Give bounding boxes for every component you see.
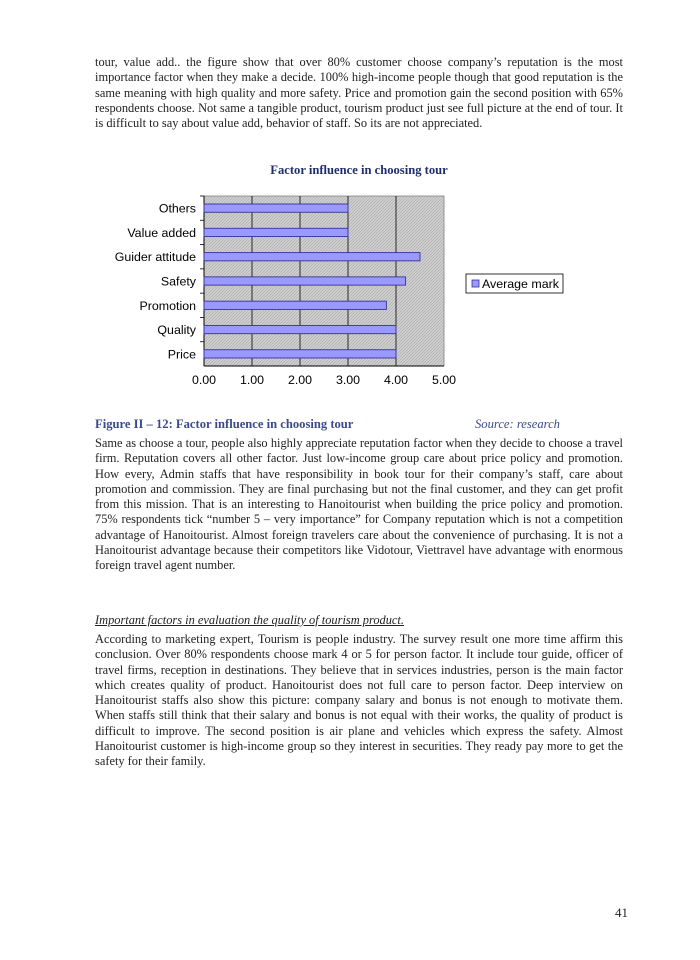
chart-title: Factor influence in choosing tour xyxy=(270,163,448,177)
category-label: Promotion xyxy=(139,298,196,313)
category-labels xyxy=(115,202,197,362)
travel-firm-paragraph: Same as choose a tour, people also highly appreciate reputation factor when they decide to choose a travel firm. Reputation covers all other factor. Just low-income group care about price policy and promotion. How every, Admin staffs that have responsibility in book tour for their company’s staff, care about promotion and commission. They are final purchasing but not the final customer, and they can get profit from this mission. That is an interesting to Hanoitourist when building the price policy and promotion. 75% respondents tick “number 5 – very importance” for Company reputation which is not a competition advantage of Hanoitourist. Almost foreign travelers care about the convenience of purchasing. It is not a Hanoitourist advantage because their competitors like Vidotour, Viettravel have advantage with enormous foreign travel agent number. xyxy=(95,436,623,573)
category-label: Value added xyxy=(127,225,196,240)
chart-legend xyxy=(466,274,563,293)
category-label: Others xyxy=(158,201,196,216)
x-tick-label: 0.00 xyxy=(191,373,217,387)
x-tick-label: 3.00 xyxy=(335,373,361,387)
bar-safety xyxy=(204,277,406,285)
category-label: Quality xyxy=(157,323,196,338)
bar-guider-attitude xyxy=(204,253,420,261)
bar-price xyxy=(204,350,396,358)
legend-label: Average mark xyxy=(482,277,559,291)
x-tick-label: 5.00 xyxy=(431,373,457,387)
x-tick-labels xyxy=(192,373,456,387)
category-label: Price xyxy=(167,347,196,362)
figure-source: Source: research xyxy=(475,417,560,431)
legend-swatch xyxy=(472,280,479,287)
page-number: 41 xyxy=(615,905,628,920)
bar-value-added xyxy=(204,228,348,236)
category-label: Guider attitude xyxy=(114,250,196,265)
section-heading: Important factors in evaluation the quality of tourism product. xyxy=(95,613,404,627)
intro-paragraph: tour, value add.. the figure show that over 80% customer choose company’s reputation is the most importance factor when they make a decide. 100% high-income people though that good reputation is the same meaning with high quality and more safety. Price and promotion gain the second position with 65% respondents choose. Not same a tangible product, tourism product just see full picture at the end of tour. It is difficult to say about value add, behavior of staff. So its are not appreciated. xyxy=(95,55,623,131)
category-label: Safety xyxy=(160,274,196,289)
x-tick-label: 2.00 xyxy=(287,373,313,387)
bar-others xyxy=(204,204,348,212)
x-tick-label: 1.00 xyxy=(239,373,265,387)
figure-caption: Figure II – 12: Factor influence in choosing tour xyxy=(95,417,354,431)
factor-bar-chart xyxy=(100,186,580,398)
bar-promotion xyxy=(204,301,386,309)
bar-quality xyxy=(204,325,396,333)
x-tick-label: 4.00 xyxy=(383,373,409,387)
quality-paragraph: According to marketing expert, Tourism is people industry. The survey result one more time affirm this conclusion. Over 80% respondents choose mark 4 or 5 for person factor. It include tour guide, officer of travel firms, reception in destinations. They believe that in services industries, person is the main factor which creates quality of product. Hanoitourist does not full care to person factor. Deep interview on Hanoitourist staffs also show this picture: company salary and bonus is not enough to motivate them. When staffs still think that their salary and bonus is not equal with their works, the quality of product is difficult to improve. The second position is air plane and vehicles which express the safety. Almost Hanoitourist customer is high-income group so they interest in securities. They ready pay more to get the safety for their family. xyxy=(95,632,623,769)
